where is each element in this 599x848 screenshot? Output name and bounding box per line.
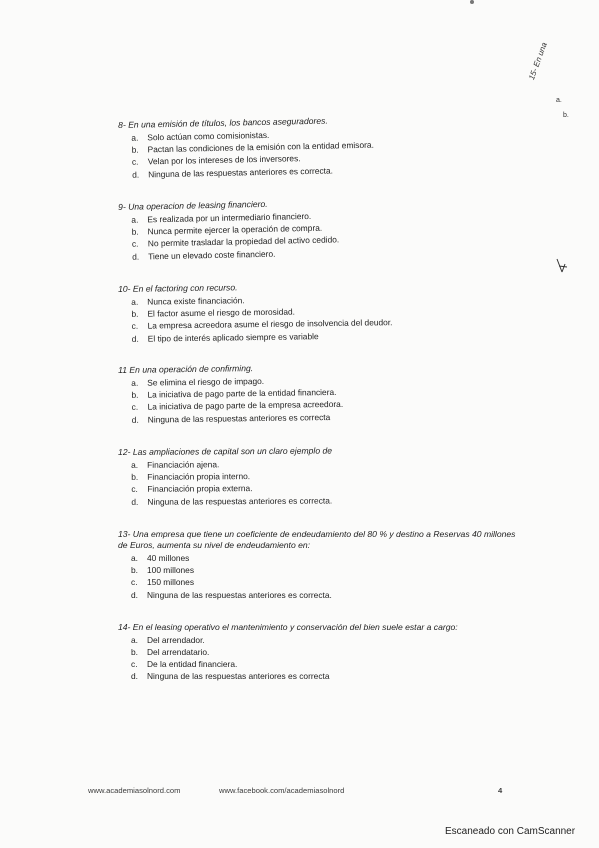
question-title: 11 En una operación de confirming. bbox=[118, 363, 254, 376]
option-c: c. 150 millones bbox=[131, 577, 195, 588]
option-d: d. Ninguna de las respuestas anteriores es correcta. bbox=[131, 589, 332, 600]
question-10 bbox=[118, 278, 519, 344]
option-d: d. El tipo de interés aplicado siempre es variable bbox=[131, 330, 319, 344]
option-d: d. Ninguna de las respuestas anteriores es correcta. bbox=[131, 495, 333, 507]
question-title: 13- Una empresa que tiene un coeficiente de endeudamiento del 80 % y destino a Reservas 40 millones de Euros, aumenta su nivel de endeudamiento en: bbox=[118, 529, 516, 551]
option-a: a. Se elimina el riesgo de impago. bbox=[131, 376, 265, 389]
option-d: d. Tiene un elevado coste financiero. bbox=[132, 248, 276, 262]
option-c: c. La iniciativa de pago parte de la empresa acreedora. bbox=[131, 399, 344, 413]
option-b: b. La iniciativa de pago parte de la entidad financiera. bbox=[131, 387, 337, 401]
option-b: b. Financiación propia interno. bbox=[131, 471, 251, 483]
website-link[interactable]: www.academiasolnord.com bbox=[88, 786, 181, 795]
question-title: 9- Una operacion de leasing financiero. bbox=[118, 198, 268, 212]
option-b: b. Nunca permite ejercer la operación de compra. bbox=[131, 222, 323, 237]
question-11 bbox=[118, 360, 519, 426]
option-a: a. Del arrendador. bbox=[131, 634, 205, 645]
pen-mark-icon bbox=[556, 258, 570, 274]
question-title: 14- En el leasing operativo el mantenimiento y conservación del bien suele estar a cargo: bbox=[118, 621, 458, 632]
option-a: a. 40 millones bbox=[131, 553, 190, 564]
facebook-link[interactable]: www.facebook.com/academiasolnord bbox=[219, 786, 345, 795]
scanner-watermark: Escaneado con CamScanner bbox=[445, 826, 576, 837]
option-a: a. Es realizada por un intermediario financiero. bbox=[131, 210, 312, 225]
option-a: a. Nunca existe financiación. bbox=[131, 294, 245, 307]
option-a: a. Financiación ajena. bbox=[131, 459, 220, 471]
option-c: c. La empresa acreedora asume el riesgo de insolvencia del deudor. bbox=[131, 317, 393, 331]
option-c: c. Financiación propia externa. bbox=[131, 483, 253, 495]
question-12 bbox=[118, 444, 518, 508]
question-14 bbox=[118, 622, 518, 683]
option-c: c. Velan por los intereses de los inversores. bbox=[131, 153, 301, 168]
option-c: c. De la entidad financiera. bbox=[131, 659, 238, 670]
option-d: d. Ninguna de las respuestas anteriores es correcta. bbox=[132, 165, 334, 180]
page-number: 4 bbox=[498, 786, 503, 795]
option-b: b. El factor asume el riesgo de morosidad. bbox=[131, 306, 296, 319]
question-13 bbox=[118, 529, 518, 601]
scan-dot bbox=[470, 0, 474, 4]
option-a: a. Solo actúan como comisionistas. bbox=[131, 129, 270, 143]
question-title: 10- En el factoring con recurso. bbox=[118, 281, 238, 294]
question-title: 12- Las ampliaciones de capital son un claro ejemplo de bbox=[118, 445, 333, 458]
question-title: 8- En una emisión de títulos, los bancos aseguradores. bbox=[118, 115, 328, 130]
cut-off-question-15: 15- En una bbox=[527, 41, 549, 82]
question-list bbox=[118, 115, 518, 704]
cut-off-option-b: b. bbox=[563, 112, 569, 119]
option-b: b. 100 millones bbox=[131, 565, 195, 576]
option-d: d. Ninguna de las respuestas anteriores es correcta bbox=[131, 671, 330, 682]
option-b: b. Del arrendatario. bbox=[131, 647, 210, 658]
question-9 bbox=[118, 193, 519, 262]
option-c: c. No permite trasladar la propiedad del activo cedido. bbox=[131, 234, 340, 249]
option-b: b. Pactan las condiciones de la emisión con la entidad emisora. bbox=[131, 139, 374, 155]
option-d: d. Ninguna de las respuestas anteriores es correcta bbox=[131, 412, 331, 425]
cut-off-option-a: a. bbox=[556, 97, 562, 104]
question-8 bbox=[118, 112, 519, 181]
